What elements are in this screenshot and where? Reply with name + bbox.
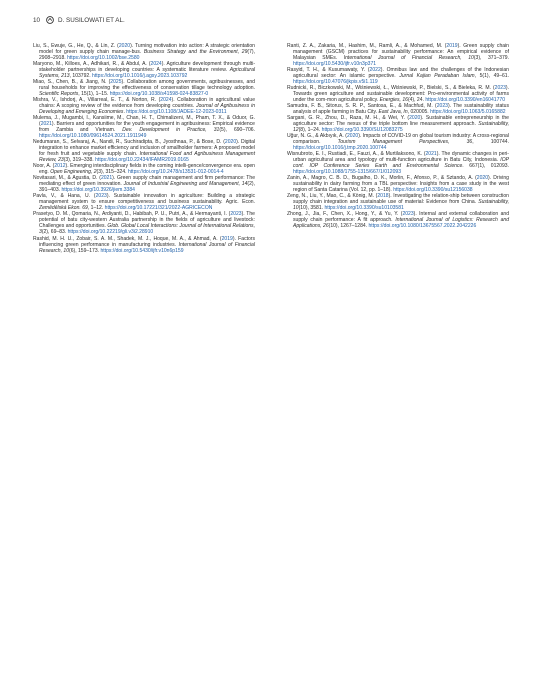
reference-source: Dev. Development in Practice, 31 — [122, 127, 220, 134]
reference-pages: , 020005. — [407, 109, 431, 116]
reference-year-link[interactable]: 2020 — [224, 139, 237, 146]
reference-title: ). The sustainability status analysis of apple farming in Batu City. — [293, 103, 509, 116]
reference-title: ). Sustainable innovation in agriculture: Building a strategic management system to ensure competitiveness and business sustainability. Agric. Econ. — [39, 193, 255, 206]
reference-pages: (10), 1267–1284. — [328, 223, 369, 230]
reference-title: ). Investigating the relation-ship between construction supply chain integration and sustainable use of material: Evidence from China. — [293, 193, 509, 206]
reference-year-link[interactable]: 2021 — [425, 151, 437, 158]
reference-doi-link[interactable]: https://doi.org/10.1016/j.tmp.2020.100744 — [293, 145, 387, 152]
reference-pages: (8), 1–24. — [298, 127, 322, 134]
reference-entry — [33, 139, 255, 163]
reference-entry — [33, 211, 255, 235]
reference-doi-link[interactable]: https://doi.org/10.1038/s41598-024-83827-0 — [109, 91, 209, 98]
reference-title: ). Barriers and opportunities for the youth engagement in agribusiness: Empirical evidence from Zambia and Vietnam. — [39, 121, 255, 134]
reference-pages: , 1–12. — [87, 205, 105, 212]
reference-authors: Ranti, Z. A., Zakaria, M., Hashim, M., Ramli, A., & Mohamed, M. ( — [287, 43, 447, 49]
reference-entry — [287, 133, 509, 151]
reference-year-link[interactable]: 2021 — [100, 175, 113, 182]
reference-doi-link[interactable]: https://doi.org/10.3926/jiem.3384 — [61, 187, 135, 194]
reference-pages: (7), 2908–2918. — [39, 49, 255, 62]
reference-title: ). Omnibus law and the challenges of the Indonesian agricultural sector: An islamic perspective. — [293, 67, 509, 80]
reference-title: ). Driving sustainability in dairy farming from a TBL perspective: Insights from a case study in the west region of Santa Catarina — [293, 175, 509, 194]
reference-title: ). Emerging interdisciplinary fields in the coming intelli-gence/convergence era. open eng. — [39, 163, 255, 176]
reference-source: IOP conf. IOP Conference Series Earth and Environmental Science — [293, 157, 509, 170]
reference-pages: (6), 159–173. — [69, 247, 101, 254]
reference-pages: (Vol. 12, pp. 1–18). — [349, 187, 394, 194]
reference-year-link[interactable]: 2012 — [54, 163, 66, 170]
reference-entry — [287, 103, 509, 115]
reference-source: East Java, In — [378, 109, 408, 116]
reference-doi-link[interactable]: https://doi.org/10.1002/bse.2580 — [67, 55, 140, 62]
reference-year-link[interactable]: 2018 — [377, 193, 389, 200]
running-authors: D. SUSILOWATI ET AL. — [58, 16, 125, 24]
publisher-logo-icon — [46, 16, 54, 24]
reference-year-link[interactable]: 2023 — [402, 211, 414, 218]
reference-title: ). Collaboration in agricultural value chains: A scoping review of the evidence from developing countries. — [39, 97, 256, 110]
reference-authors: Prasetyo, D. M., Qomaria, N., Ardiyanti, D., Habibah, P. U., Putri, A., & Hermayanti, I. ( — [33, 211, 231, 218]
reference-source: Zemědělská Ekon. 69 — [39, 205, 88, 212]
reference-entry — [287, 85, 509, 103]
reference-entry — [287, 211, 509, 229]
reference-source: Journal of Agribusiness in Developing and Emerging Economies — [39, 103, 255, 116]
reference-pages: , 103792. — [69, 73, 93, 80]
reference-doi-link[interactable]: https://doi.org/10.3390/en16041770 — [425, 97, 506, 104]
reference-title: ). Agriculture development through multi-stakeholder partnerships in developing countries: A systematic literature review. — [39, 61, 255, 74]
reference-authors: Wisnubroto, E. I., Rustiadi, E., Fauzi, A., & Murtilaksono, K. ( — [287, 151, 426, 158]
reference-pages: (3), 371–379. — [473, 55, 510, 62]
reference-doi-link[interactable]: https://doi.org/10.22434/IFAMR2019.0165 — [95, 157, 189, 164]
reference-year-link[interactable]: 2025 — [110, 79, 122, 86]
reference-doi-link[interactable]: https://doi.org/10.1108/JADEE-12-2023-0311 — [126, 109, 227, 116]
reference-source: Business Strategy and the Environment, 29 — [143, 49, 248, 56]
reference-pages: (3), 319–338. — [63, 157, 96, 164]
reference-title: ). Green supply chain management (GSCM) practices for sustainability performance: An empirical evidence of Malaysian SMEs. — [293, 43, 509, 62]
reference-entry — [33, 61, 255, 79]
reference-doi-link[interactable]: https://doi.org/10.1080/09614524.2021.1911949 — [39, 133, 147, 140]
reference-doi-link[interactable]: https://doi.org/10.3390/SU12083275 — [321, 127, 403, 134]
reference-authors: Liu, S., Ewuje, G., He, Q., & Lin, Z. ( — [33, 43, 119, 49]
reference-authors: Novitasari, M., & Agustia, D. ( — [33, 175, 101, 182]
reference-year-link[interactable]: 2020 — [476, 175, 489, 182]
reference-year-link[interactable]: 2020 — [118, 43, 131, 49]
reference-entry — [33, 43, 255, 61]
reference-source: International Journal of Logistics: Research and Applications, 26 — [293, 217, 510, 230]
reference-authors: Miao, S., Chen, B., & Jiang, N. ( — [33, 79, 111, 86]
reference-title: ). Impacts of COVID-19 on global tourism industry: A cross-regional comparison. — [293, 133, 509, 146]
reference-source: Open Engineering, 2 — [50, 169, 97, 176]
references-column-right — [287, 43, 509, 229]
reference-entry — [33, 193, 255, 211]
reference-entry — [33, 163, 255, 175]
reference-authors: Maryono, M., Killoes, A., Adhikari, R., & Abdul, A. ( — [33, 61, 151, 68]
reference-year-link[interactable]: 2020 — [409, 115, 421, 122]
reference-year-link[interactable]: 2023 — [494, 85, 506, 92]
reference-entry — [287, 175, 509, 193]
reference-authors: Zanin, A., Magro, C. B. D., Bugalho, D. K., Morlin, F., Afonso, P., & Sztando, A. ( — [287, 175, 477, 182]
reference-entry — [33, 236, 255, 254]
reference-doi-link[interactable]: https://doi.org/10.17221/321/2022-AGRICECON — [104, 205, 213, 212]
reference-authors: Mulema, J., Mugambi, I., Kansiime, M., Chan, H. T., Chimalizeni, M., Pham, T. X., & Oduor, G. ( — [33, 115, 255, 128]
reference-doi-link[interactable]: https://doi.org/10.3390/su10103581 — [324, 205, 404, 212]
reference-authors: Rashid, M. H. U., Zobair, S. A. M., Shadek, M. J., Hoque, M. A., & Ahmad, A. ( — [33, 235, 222, 242]
reference-title: ). Green supply chain management and firm performance: The mediating effect of green innovation. — [39, 175, 256, 188]
reference-doi-link[interactable]: https://doi.org/10.22219/gli.v3i2.28910 — [67, 229, 154, 236]
reference-year-link[interactable]: 2021 — [40, 121, 52, 128]
reference-entry — [33, 97, 255, 115]
reference-title: ). Digital integration to enhance market efficiency and inclusion of smallholder farmers: A proposed model for fresh fruit and vegetable supply chain. — [39, 139, 256, 158]
reference-entry — [287, 151, 509, 175]
reference-doi-link[interactable]: https://doi.org/10.1088/1755-1315/667/1/012093 — [293, 169, 402, 176]
reference-source: Jurnal Kajian Peradaban Islam — [399, 73, 475, 80]
reference-source: Sustainability, 12 — [293, 121, 509, 134]
reference-entry — [287, 67, 509, 85]
reference-pages: (4), 24. — [407, 97, 426, 104]
reference-authors: Noor, A. ( — [33, 163, 55, 170]
reference-pages: , 15(1), 1–15. — [78, 91, 110, 98]
reference-year-link[interactable]: 2020 — [346, 133, 359, 140]
reference-authors: Zeng, N., Liu, Y., Mao, C., & König, M. ( — [287, 193, 378, 200]
reference-entry — [33, 79, 255, 97]
reference-pages: . — [123, 109, 127, 116]
reference-title: ). The potential of batu city-western Australia partnership in the fields of agriculture and livestock: Challenges and opportunities. — [39, 211, 255, 230]
reference-entry — [33, 115, 255, 139]
reference-title: ). Factors influencing green performance in manufacturing industries. — [39, 235, 256, 248]
reference-pages: (5), 690–706. — [219, 127, 255, 134]
reference-pages: (10), 3581. — [298, 205, 325, 212]
reference-source: International Journal of Financial Research, 10 — [343, 55, 474, 62]
reference-doi-link[interactable]: https://doi.org/10.5430/ijfr.v10n3p371 — [293, 61, 377, 68]
reference-doi-link[interactable]: https://doi.org/10.5430/ijfr.v10n6p159 — [100, 247, 184, 254]
reference-authors: Nedumaran, S., Selvaraj, A., Nandi, R., Suchiradipta, B., Jyosthnaa, P., & Bose, D. ( — [33, 139, 225, 146]
reference-year-link[interactable]: 2022 — [369, 67, 381, 74]
reference-source: Journal of Industrial Engineering and Management, 14 — [123, 181, 248, 188]
reference-title: ). Sustainable entrepreneurship in the agriculture sector: The nexus of the triple bottom line measurement approach. — [293, 115, 509, 128]
reference-title: ). Towards green agriculture and sustainable development: Pro-environmental activity of farms under the com-mon agricultural policy. — [293, 85, 509, 104]
reference-year-link[interactable]: 2023 — [230, 211, 242, 218]
reference-doi-link[interactable]: https://doi.org/10.47076/jkpis.v5i1.119 — [293, 79, 378, 86]
reference-title: ). Turning motivation into action: A strategic orientation model for green supply chain manage-bus. — [39, 43, 255, 56]
reference-doi-link[interactable]: https://doi.org/10.1080/13675567.2022.2042226 — [368, 223, 477, 230]
reference-pages: , 5(1), 49–61. — [474, 73, 510, 80]
page-number: 10 — [33, 16, 41, 24]
reference-authors: Samudra, F. B., Sitorus, S. R. P., Santosa, E., & Machfud, M. ( — [287, 103, 437, 110]
running-header — [33, 14, 125, 26]
reference-year-link[interactable]: 2019 — [446, 43, 458, 49]
reference-source: Glob. Global Local Interactions: Journal of International Relations, 3 — [39, 223, 255, 236]
reference-authors: Sargani, G. R., Zhou, D., Raza, M. H., & Wei, Y. ( — [287, 115, 410, 122]
reference-authors: Pavla, V., & Hana, U. ( — [33, 193, 96, 200]
reference-pages: (2), 391–403. — [39, 181, 255, 194]
reference-source: International Journal of Financial Research, 10 — [39, 241, 255, 254]
reference-doi-link[interactable]: https://doi.org/10.1016/j.agsy.2023.103792 — [92, 73, 188, 80]
reference-entry — [287, 43, 509, 67]
reference-authors: Rasyid, T. H., & Kusumawaty, Y. ( — [287, 67, 370, 74]
reference-source: Agricultural Systems, 213 — [39, 67, 255, 80]
reference-source: Energies, 16 — [379, 97, 408, 104]
reference-year-link[interactable]: 2024 — [150, 61, 162, 68]
reference-authors: Zhong, J., Jia, F., Chen, X., Hong, Y., & Yu, Y. ( — [287, 211, 403, 218]
reference-year-link[interactable]: 2019 — [221, 235, 233, 242]
reference-authors: Rudnicki, R., Biczkowski, M., Wiśniewski, Ł., Wiśniewski, P., Bielski, S., & Bieleka, R. M. ( — [287, 85, 495, 92]
reference-entry — [287, 193, 509, 211]
reference-source: International Food and Agribusiness Management Review, 23 — [39, 151, 256, 164]
reference-year-link[interactable]: 2023 — [436, 103, 448, 110]
reference-pages: (3), 315–324. — [96, 169, 128, 176]
references-column-left — [33, 43, 255, 254]
reference-doi-link[interactable]: https://doi.org/10.1063/5.0165882 — [430, 109, 506, 116]
reference-authors: Mishra, V., Ishdorj, A., Villarreal, E. T., & Norton, R. ( — [33, 97, 161, 104]
reference-doi-link[interactable]: https://doi.org/10.3390/su12156038 — [393, 187, 473, 194]
reference-title: ). Internal and external collaboration and supply chain performance: A fit approach. — [293, 211, 509, 224]
reference-year-link[interactable]: 2024 — [160, 97, 172, 104]
reference-title: ). Collaboration among governments, agribusinesses, and rural households for improving the effectiveness of conservation tillage technology adoption. — [39, 79, 255, 92]
reference-source: Scientific Reports — [39, 91, 79, 98]
reference-title: ). The dynamic changes in peri-urban agricultural area and typology of multi-function agriculture in Batu City, Indonesia. — [293, 151, 509, 164]
reference-year-link[interactable]: 2023 — [95, 193, 107, 200]
reference-pages: . 667(1), 012093. — [462, 163, 510, 170]
reference-entry — [33, 175, 255, 193]
reference-source: Sustainability, 10 — [293, 199, 509, 212]
reference-authors: Uğur, N. G., & Akbıyık, A. ( — [287, 133, 347, 140]
reference-pages: (2), 69–83. — [41, 229, 68, 236]
reference-source: Tourism Management Perspectives, 36 — [337, 139, 473, 146]
reference-doi-link[interactable]: https://doi.org/10.2478/s13531-012-0014-4 — [127, 169, 224, 176]
reference-entry — [287, 115, 509, 133]
reference-pages: , 100744. — [472, 139, 509, 146]
